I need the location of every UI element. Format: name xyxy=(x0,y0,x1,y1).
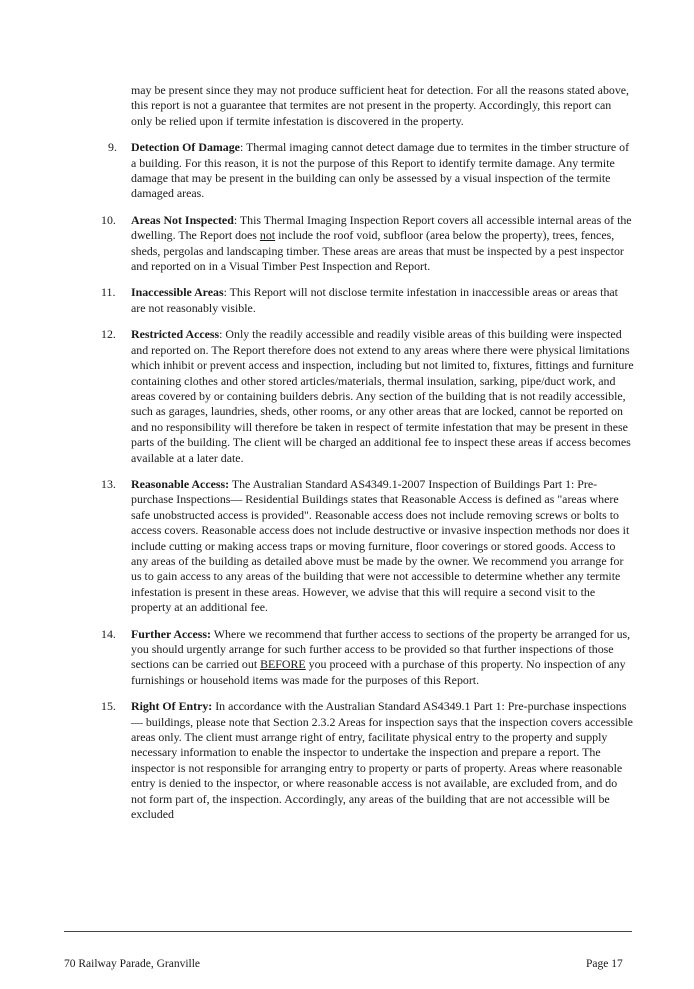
item-text: : This Thermal Imaging Inspection Report covers all accessible internal areas of the dwelling. The Report does xyxy=(131,212,632,243)
footer-address: 70 Railway Parade, Granville xyxy=(64,958,201,970)
page-number: Page 17 xyxy=(586,958,623,970)
underlined-word: not xyxy=(259,228,276,243)
item-title: Detection Of Damage xyxy=(131,140,240,155)
item-number: 9. xyxy=(108,140,117,155)
intro-paragraph: may be present since they may not produce sufficient heat for detection. For all the reasons stated above, this report is not a guarantee that termites are not present in the property. Accordingly, this report can only be relied upon if termite infestation is discovered in the property. xyxy=(131,83,630,128)
underlined-word: BEFORE xyxy=(260,657,306,672)
item-number: 11. xyxy=(101,285,116,300)
item-title: Reasonable Access: xyxy=(131,476,230,491)
item-number: 10. xyxy=(101,212,116,227)
item-title: Restricted Access xyxy=(131,327,220,342)
item-text: Where we recommend that further access to sections of the property be arranged for us, you should urgently arrange for such further access to be provided so that further inspections of those sections can be carried out xyxy=(131,626,631,672)
item-title: Inaccessible Areas xyxy=(131,285,224,300)
item-text: : This Report will not disclose termite infestation in inaccessible areas or areas that are not reasonably visible. xyxy=(131,285,618,315)
item-text-cont: include the roof void, subfloor (area below the property), trees, fences, sheds, pergolas and landscaping timber. These areas are areas that must be inspected by a pest inspector and reported on in a Visual Timber Pest Inspection and Report. xyxy=(131,228,624,274)
footer-divider xyxy=(64,931,632,932)
item-title: Areas Not Inspected xyxy=(131,212,234,227)
item-text-cont: you proceed with a purchase of this property. No inspection of any furnishings or household items was made for the purposes of this Report. xyxy=(131,657,626,687)
item-10-areas-not-inspected xyxy=(96,213,634,275)
item-text: In accordance with the Australian Standard AS4349.1 Part 1: Pre-purchase inspections — buildings, please note that Section 2.3.2 Areas for inspection says that the inspection covers accessible areas only. The client must arrange right of entry, facilitate physical entry to the property and supply necessary information to enable the inspector to undertake the inspection and prepare a report. The inspector is not responsible for arranging entry to property or parts of property. Areas where reasonable entry is denied to the inspector, or where reasonable access is not available, are excluded from, and do not form part of, the inspection. Accordingly, any areas of the building that are not accessible will be excluded xyxy=(131,699,633,822)
item-9-detection-of-damage xyxy=(96,140,634,202)
item-11-inaccessible-areas xyxy=(96,285,634,316)
report-body xyxy=(96,83,634,833)
item-text: : Thermal imaging cannot detect damage due to termites in the timber structure of a building. For this reason, it is not the purpose of this Report to identify termite damage. Any termite damage that may be present in the building can only be assessed by a visual inspection of the termite damaged areas. xyxy=(131,140,630,201)
item-title: Further Access: xyxy=(131,626,212,641)
item-title: Right Of Entry: xyxy=(131,699,213,714)
item-number: 13. xyxy=(101,476,116,491)
item-text: The Australian Standard AS4349.1-2007 Inspection of Buildings Part 1: Pre-purchase Inspections— Residential Buildings states that Reasonable Access is defined as "areas where safe unobstructed access is provided". Reasonable access does not include removing screws or bolts to access covers. Reasonable access does not include destructive or invasive inspection methods nor does it include cutting or making access traps or moving furniture, floor coverings or stored goods. Access to any areas of the building as detailed above must be made by the owner. We recommend you arrange for us to gain access to any areas of the building that were not accessible to determine whether any termite infestation is present in these areas. However, we advise that this will require a second visit to the property at an additional fee. xyxy=(131,476,630,615)
item-12-restricted-access xyxy=(96,327,634,466)
item-text: : Only the readily accessible and readily visible areas of this building were inspected and reported on. The Report therefore does not extend to any areas where there were physical limitations which inhibit or prevent access and inspection, including but not limited to, fixtures, fittings and furniture containing clothes and other stored articles/materials, thermal insulation, sarking, pipe/duct work, and areas covered by or containing builders debris. Any section of the building that is not readily accessible, such as garages, laundries, sheds, other rooms, or any other areas that are locked, cannot be reported on and no responsibility will therefore be taken in respect of termite infestation that may be present in these parts of the building. The client will be charged an additional fee to inspect these areas if access becomes available at a later date. xyxy=(131,327,634,465)
item-number: 14. xyxy=(101,626,116,641)
item-15-right-of-entry xyxy=(96,699,634,822)
item-number: 12. xyxy=(101,327,116,342)
item-13-reasonable-access xyxy=(96,477,634,616)
item-14-further-access xyxy=(96,627,634,689)
item-number: 15. xyxy=(101,699,116,714)
